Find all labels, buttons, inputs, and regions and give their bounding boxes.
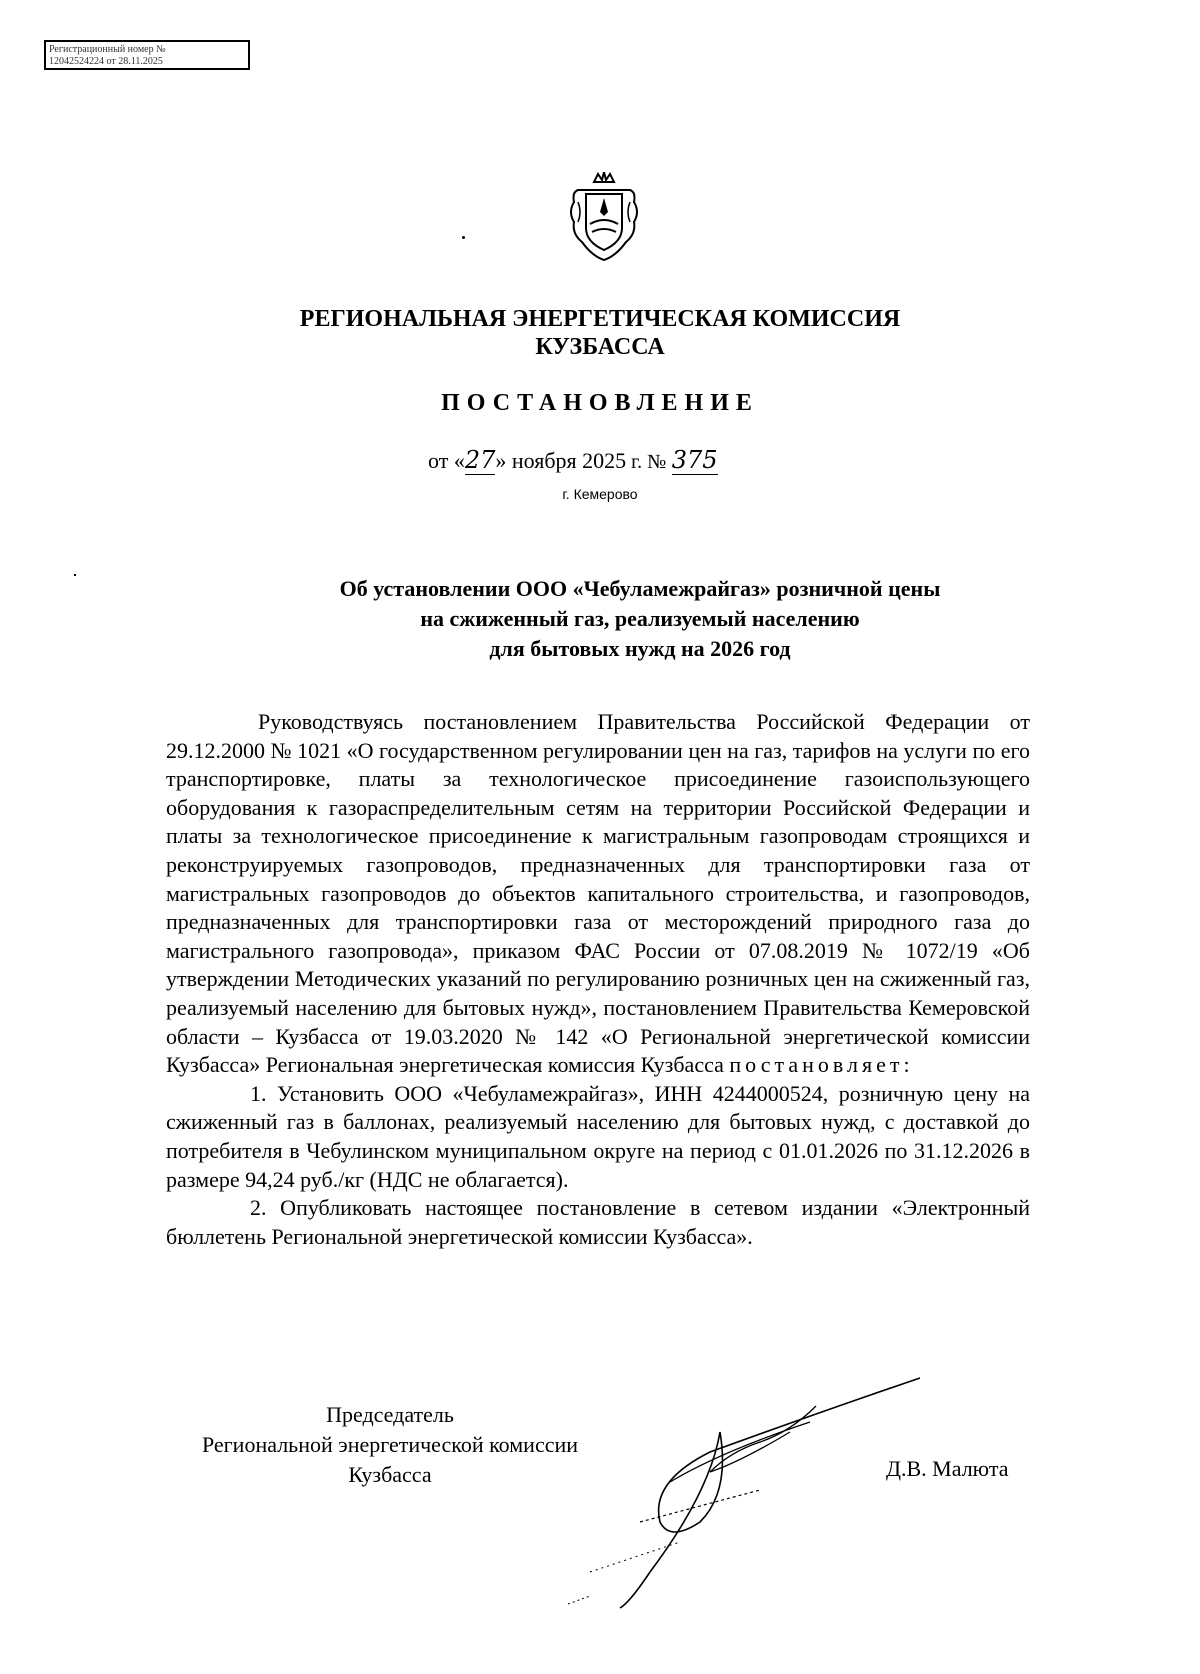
city: г. Кемерово <box>562 486 638 502</box>
resolution-item: 2. Опубликовать настоящее постановление в сетевом издании «Электронный бюллетень Региональной энергетической комиссии Кузбасса». <box>166 1195 1030 1249</box>
organization-region: КУЗБАССА <box>535 334 665 360</box>
document-type: ПОСТАНОВЛЕНИЕ <box>441 390 759 416</box>
registration-number: 12042524224 от 28.11.2025 <box>49 56 163 67</box>
preamble-paragraph <box>166 708 1030 1080</box>
scan-speck <box>74 574 76 576</box>
registration-stamp <box>44 40 250 70</box>
handwritten-signature <box>560 1372 940 1612</box>
scan-speck <box>462 236 465 239</box>
subject-line: для бытовых нужд на 2026 год <box>489 636 791 661</box>
year-number-label: г. № <box>626 451 667 473</box>
signatory-title <box>160 1400 620 1490</box>
organization-name: РЕГИОНАЛЬНАЯ ЭНЕРГЕТИЧЕСКАЯ КОМИССИЯ <box>299 306 901 332</box>
coat-of-arms-icon <box>564 172 644 262</box>
subject-line: на сжиженный газ, реализуемый населению <box>420 606 860 631</box>
document-date-number <box>428 446 718 475</box>
date-prefix: от « <box>428 448 465 473</box>
date-month-year: » ноября 2025 <box>495 448 627 473</box>
signatory-organization: Региональной энергетической комиссии <box>201 1432 579 1457</box>
signatory-region: Кузбасса <box>348 1462 432 1487</box>
handwritten-day: 27 <box>464 446 496 474</box>
preamble-text: Руководствуясь постановлением Правительства Российской Федерации от 29.12.2000 № 1021 «О государственном регулировании цен на газ, тарифов на услуги по его транспортировке, платы за технологическое присоединение газоиспользующего оборудования к газораспределительным сетям на территории Российской Федерации и платы за технологическое присоединение к магистральным газопроводам строящихся и реконструируемых газопроводов, предназначенных для транспортировки газа от магистральных газопроводов до объектов капитального строительства, и газопроводов, предназначенных для транспортировки газа от месторождений природного газа до магистрального газопровода», приказом ФАС России от 07.08.2019 № 1072/19 «Об утверждении Методических указаний по регулированию розничных цен на сжиженный газ, реализуемый населению для бытовых нужд», постановлением Правительства Кемеровской области – Кузбасса от 19.03.2020 № 142 «О Региональной энергетической комиссии Кузбасса» Региональная энергетическая комиссия Кузбасса <box>166 709 1030 1078</box>
document-subject <box>240 574 1040 664</box>
signatory-name: Д.В. Малюта <box>886 1456 1009 1481</box>
signatory-position: Председатель <box>326 1402 454 1427</box>
document-body <box>166 708 1030 1251</box>
subject-line: Об установлении ООО «Чебуламежрайгаз» розничной цены <box>339 576 941 601</box>
resolution-item: 1. Установить ООО «Чебуламежрайгаз», ИНН 4244000524, розничную цену на сжиженный газ в баллонах, реализуемый населению для бытовых нужд, с доставкой до потребителя в Чебулинском муниципальном округе на период с 01.01.2026 по 31.12.2026 в размере 94,24 руб./кг (НДС не облагается). <box>166 1080 1030 1192</box>
resolves-word: постановляет: <box>729 1052 914 1078</box>
handwritten-number: 375 <box>671 446 718 474</box>
registration-label: Регистрационный номер № <box>49 44 166 55</box>
